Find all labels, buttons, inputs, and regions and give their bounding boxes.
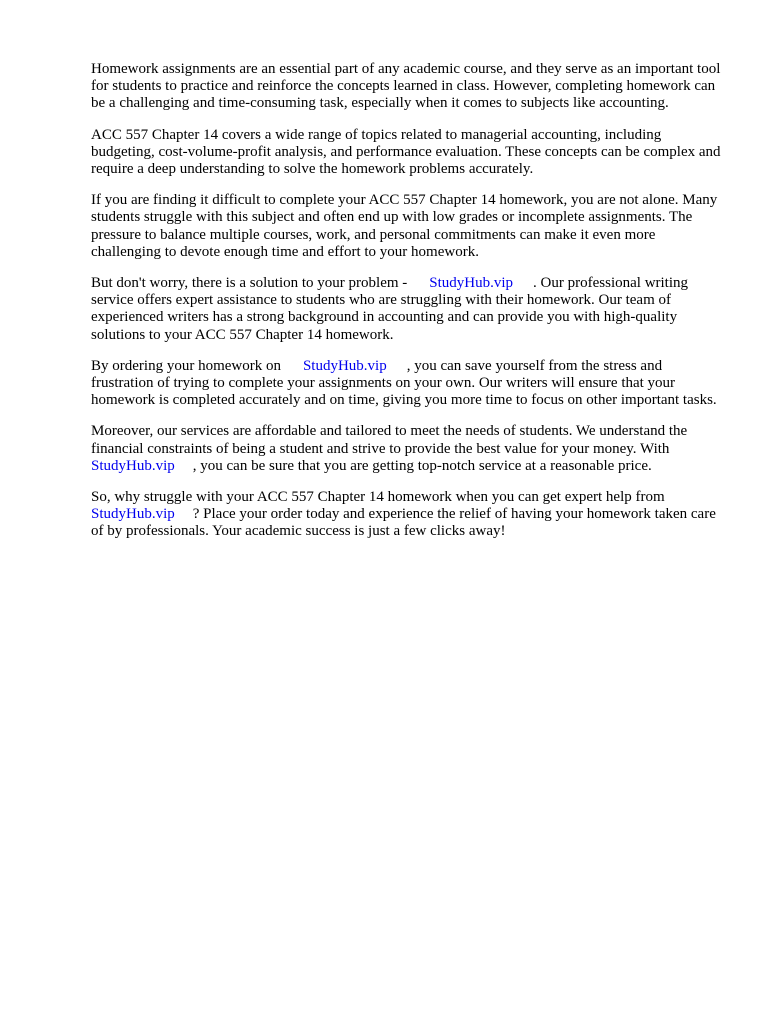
paragraph-closing-text-end: ? Place your order today and experience the relief of having your homework taken care of by professionals. Your academic success is just a few clicks away! — [91, 506, 716, 540]
document-body — [91, 61, 721, 555]
paragraph-intro: Homework assignments are an essential part of any academic course, and they serve as an important tool for students to practice and reinforce the concepts learned in class. However, completing homework can be a challenging and time-consuming task, especially when it comes to subjects like accounting. — [91, 61, 721, 112]
paragraph-solution-text-end: . Our professional writing service offers expert assistance to students who are struggling with their homework. Our team of experienced writers has a strong background in accounting and can provide you with high-quality solutions to your ACC 557 Chapter 14 homework. — [91, 275, 689, 343]
studyhub-link[interactable]: StudyHub.vip — [91, 506, 175, 523]
paragraph-ordering — [91, 358, 721, 410]
paragraph-affordable-text-end: , you can be sure that you are getting top-notch service at a reasonable price. — [192, 457, 652, 474]
studyhub-link[interactable]: StudyHub.vip — [91, 457, 175, 474]
paragraph-affordable — [91, 423, 721, 475]
paragraph-closing-text-start: So, why struggle with your ACC 557 Chapter 14 homework when you can get expert help from — [91, 489, 665, 506]
studyhub-link[interactable]: StudyHub.vip — [302, 357, 387, 374]
paragraph-chapter-overview: ACC 557 Chapter 14 covers a wide range of topics related to managerial accounting, including budgeting, cost-volume-profit analysis, and performance evaluation. These concepts can be complex and require a deep understanding to solve the homework problems accurately. — [91, 126, 721, 178]
paragraph-closing — [91, 489, 721, 541]
paragraph-solution — [91, 275, 721, 344]
paragraph-solution-text-start: But don't worry, there is a solution to your problem - — [91, 275, 408, 292]
paragraph-ordering-text-start: By ordering your homework on — [91, 357, 281, 374]
paragraph-ordering-text-end: , you can save yourself from the stress and frustration of trying to complete your assignments on your own. Our writers will ensure that your homework is completed accurately and on time, giving you more time to focus on other important tasks. — [91, 357, 717, 409]
paragraph-difficulty: If you are finding it difficult to complete your ACC 557 Chapter 14 homework, you are not alone. Many students struggle with this subject and often end up with low grades or incomplete assignments. The pressure to balance multiple courses, work, and personal commitments can make it even more challenging to devote enough time and effort to your homework. — [91, 192, 718, 260]
studyhub-link[interactable]: StudyHub.vip — [429, 275, 514, 292]
paragraph-affordable-text-start: Moreover, our services are affordable and tailored to meet the needs of students. We understand the financial constraints of being a student and strive to provide the best value for your money. With — [91, 423, 688, 457]
